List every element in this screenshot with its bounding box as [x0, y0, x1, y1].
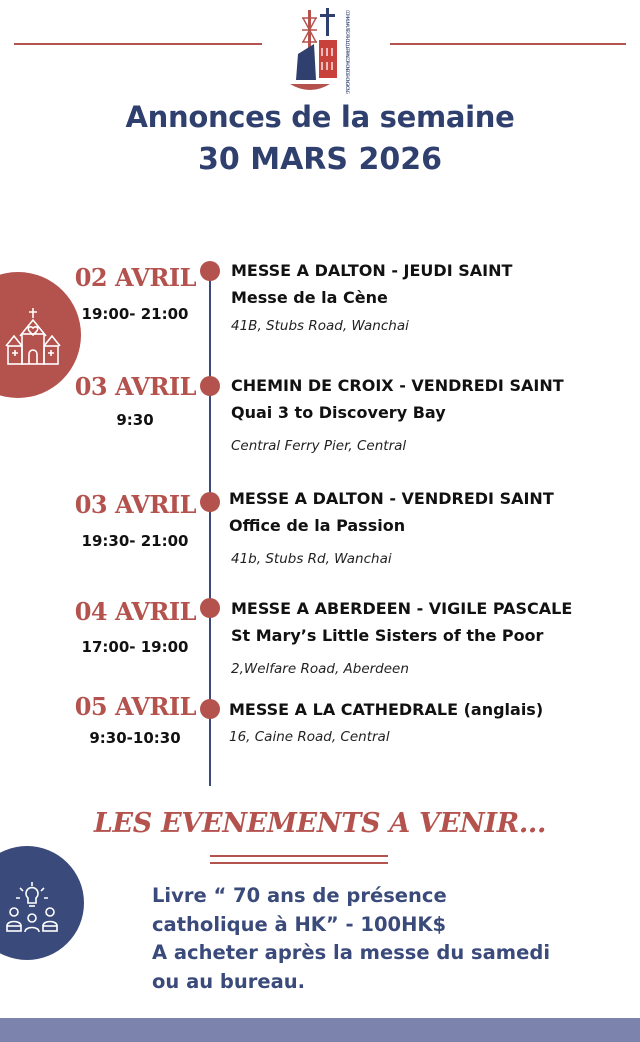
book-line: A acheter après la messe du samedi: [152, 941, 550, 964]
header-rule-right: [390, 43, 626, 45]
timeline-dot: [200, 261, 220, 281]
event-date: 05 AVRIL: [74, 692, 196, 721]
event-title: [231, 595, 572, 649]
page-title: Annonces de la semaine: [125, 100, 515, 134]
event-date: 03 AVRIL: [74, 490, 196, 519]
event-title: [231, 257, 512, 311]
event-title-line: MESSE A ABERDEEN - VIGILE PASCALE: [231, 599, 573, 618]
event-title-line: MESSE A DALTON - VENDREDI SAINT: [229, 489, 554, 508]
event-title-line: CHEMIN DE CROIX - VENDREDI SAINT: [231, 376, 564, 395]
upcoming-heading: LES EVENEMENTS A VENIR...: [93, 808, 547, 839]
event-title: [229, 696, 543, 723]
book-announcement: [152, 882, 550, 996]
event-time: 9:30-10:30: [89, 729, 181, 747]
timeline-dot: [200, 376, 220, 396]
event-time: 9:30: [116, 411, 154, 429]
event-subtitle-line: Office de la Passion: [229, 516, 406, 535]
heading-rule-bottom: [210, 862, 388, 864]
logo-text: COMMUNAUTÉ CATHOLIQUE FRANCOPHONE DE HONG KONG: [345, 10, 350, 95]
book-line: catholique à HK” - 100HK$: [152, 912, 447, 936]
book-line: ou au bureau.: [152, 969, 306, 993]
community-logo: [286, 4, 360, 100]
event-subtitle-line: St Mary’s Little Sisters of the Poor: [231, 626, 544, 645]
event-title: [229, 485, 554, 539]
footer-bar: [0, 1018, 640, 1042]
event-time: 19:00- 21:00: [81, 305, 189, 323]
event-title: [231, 372, 564, 426]
timeline-dot: [200, 699, 220, 719]
event-location: 41b, Stubs Rd, Wanchai: [231, 551, 392, 567]
event-location: 2,Welfare Road, Aberdeen: [231, 661, 409, 677]
week-date: 30 MARS 2026: [198, 142, 442, 177]
audience-idea-icon: [4, 880, 60, 938]
event-location: 41B, Stubs Road, Wanchai: [231, 318, 409, 334]
timeline-dot: [200, 598, 220, 618]
event-subtitle-line: Messe de la Cène: [231, 288, 388, 307]
church-icon: [4, 306, 62, 368]
event-title-line: MESSE A DALTON - JEUDI SAINT: [231, 261, 513, 280]
timeline-dot: [200, 492, 220, 512]
heading-rule-top: [210, 855, 388, 857]
event-time: 19:30- 21:00: [81, 532, 189, 550]
event-date: 04 AVRIL: [74, 597, 196, 626]
event-date: 02 AVRIL: [74, 263, 196, 292]
event-location: 16, Caine Road, Central: [229, 729, 390, 745]
event-date: 03 AVRIL: [74, 372, 196, 401]
event-time: 17:00- 19:00: [81, 638, 189, 656]
header-rule-left: [14, 43, 262, 45]
book-line: Livre “ 70 ans de présence: [152, 884, 447, 907]
event-subtitle-line: Quai 3 to Discovery Bay: [231, 403, 446, 422]
event-location: Central Ferry Pier, Central: [231, 438, 407, 454]
event-title-line: MESSE A LA CATHEDRALE (anglais): [229, 700, 544, 719]
